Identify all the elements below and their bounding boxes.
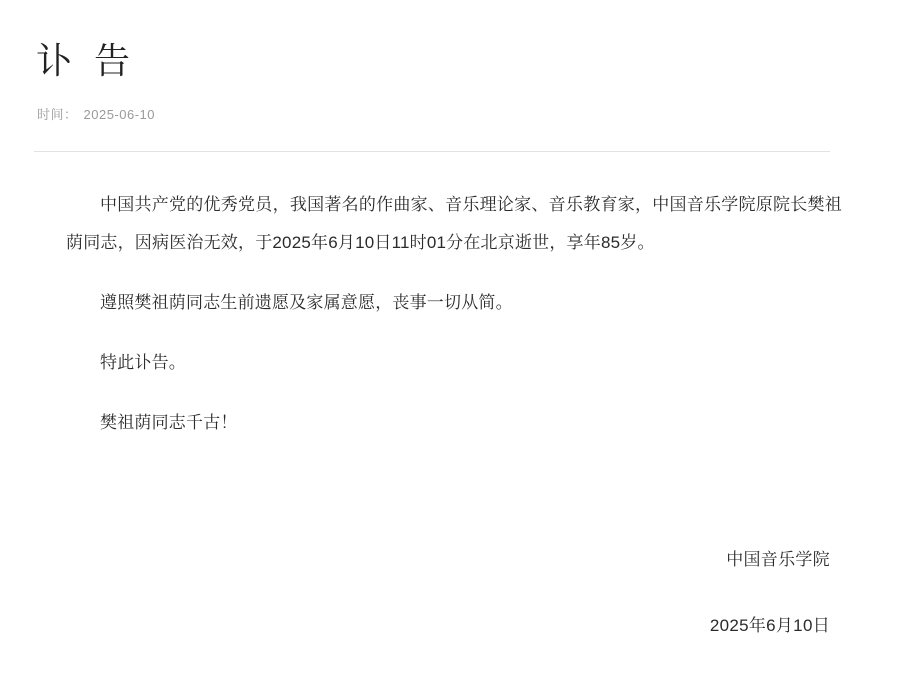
document-meta xyxy=(34,104,840,123)
document-header xyxy=(0,0,912,123)
document-body xyxy=(0,186,912,442)
signature-date: 2025年6月10日 xyxy=(709,616,830,635)
meta-time-value: 2025-06-10 xyxy=(83,107,156,122)
page-title: 讣 告 xyxy=(36,40,137,81)
paragraph: 中国共产党的优秀党员，我国著名的作曲家、音乐理论家、音乐教育家，中国音乐学院原院长樊祖荫同志，因病医治无效，于2025年6月10日11时01分在北京逝世，享年85岁。 xyxy=(66,195,842,252)
paragraph: 遵照樊祖荫同志生前遗愿及家属意愿，丧事一切从简。 xyxy=(100,293,513,312)
signature-block xyxy=(710,544,830,642)
paragraph: 樊祖荫同志千古！ xyxy=(100,413,238,432)
signature-organization: 中国音乐学院 xyxy=(726,550,830,569)
header-divider xyxy=(34,151,830,152)
paragraph: 特此讣告。 xyxy=(100,353,186,372)
meta-time-label: 时间： xyxy=(37,107,78,122)
